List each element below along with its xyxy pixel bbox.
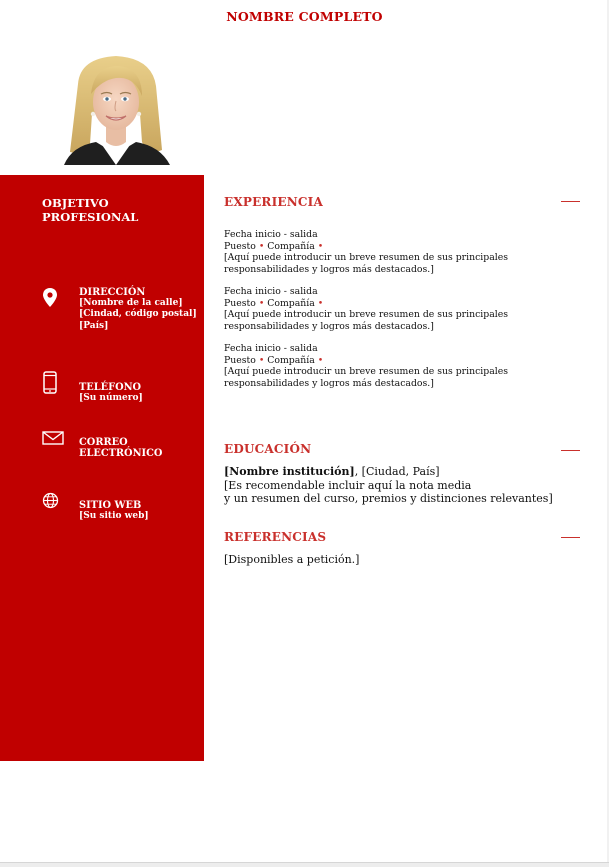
- education-institution: [Nombre institución]: [224, 465, 355, 478]
- phone-label: TELÉFONO: [79, 382, 142, 393]
- education-rule: [561, 450, 580, 451]
- separator-dot: •: [317, 354, 324, 366]
- address-city: [Cindad, código postal]: [79, 309, 197, 320]
- profile-photo: [58, 54, 174, 165]
- sidebar: [0, 175, 204, 761]
- page-bottom-edge: [0, 862, 609, 867]
- objective-heading: OBJETIVO PROFESIONAL: [42, 196, 139, 224]
- education-location: , [Ciudad, País]: [354, 465, 440, 478]
- full-name-heading: NOMBRE COMPLETO: [226, 9, 383, 24]
- website-label: SITIO WEB: [79, 500, 142, 511]
- experience-entry: [224, 343, 544, 389]
- job-position: Puesto: [224, 240, 256, 252]
- experience-rule: [561, 201, 580, 202]
- experience-entry: [224, 286, 544, 332]
- experience-heading: EXPERIENCIA: [224, 195, 324, 209]
- separator-dot: •: [258, 354, 265, 366]
- address-street: [Nombre de la calle]: [79, 298, 183, 309]
- map-pin-icon: [41, 287, 59, 309]
- separator-dot: •: [258, 240, 265, 252]
- education-note-line-2: y un resumen del curso, premios y distinciones relevantes]: [224, 492, 553, 505]
- job-company: Compañía: [267, 240, 315, 252]
- address-label: DIRECCIÓN: [79, 287, 146, 298]
- separator-dot: •: [317, 297, 324, 309]
- envelope-icon: [42, 430, 64, 452]
- job-summary: [Aquí puede introducir un breve resumen de sus principales responsabilidades y logros más destacados.]: [224, 366, 508, 389]
- job-position: Puesto: [224, 297, 256, 309]
- mobile-phone-icon: [42, 371, 60, 393]
- education-entry: [224, 465, 554, 506]
- job-position: Puesto: [224, 354, 256, 366]
- job-dates: Fecha inicio - salida: [224, 229, 318, 240]
- job-dates: Fecha inicio - salida: [224, 343, 318, 354]
- job-summary: [Aquí puede introducir un breve resumen de sus principales responsabilidades y logros más destacados.]: [224, 309, 508, 332]
- job-company: Compañía: [267, 354, 315, 366]
- job-summary: [Aquí puede introducir un breve resumen de sus principales responsabilidades y logros más destacados.]: [224, 252, 508, 275]
- experience-entry: [224, 229, 544, 275]
- job-company: Compañía: [267, 297, 315, 309]
- references-text: [Disponibles a petición.]: [224, 553, 360, 566]
- education-note-line-1: [Es recomendable incluir aquí la nota media: [224, 478, 472, 492]
- email-label: CORREO ELECTRÓNICO: [79, 437, 163, 460]
- job-dates: Fecha inicio - salida: [224, 286, 318, 297]
- address-country: [País]: [79, 320, 109, 331]
- phone-value: [Su número]: [79, 393, 143, 404]
- references-heading: REFERENCIAS: [224, 530, 327, 544]
- references-rule: [561, 537, 580, 538]
- globe-icon: [42, 492, 60, 514]
- education-heading: EDUCACIÓN: [224, 442, 312, 456]
- separator-dot: •: [317, 240, 324, 252]
- separator-dot: •: [258, 297, 265, 309]
- website-value: [Su sitio web]: [79, 511, 149, 522]
